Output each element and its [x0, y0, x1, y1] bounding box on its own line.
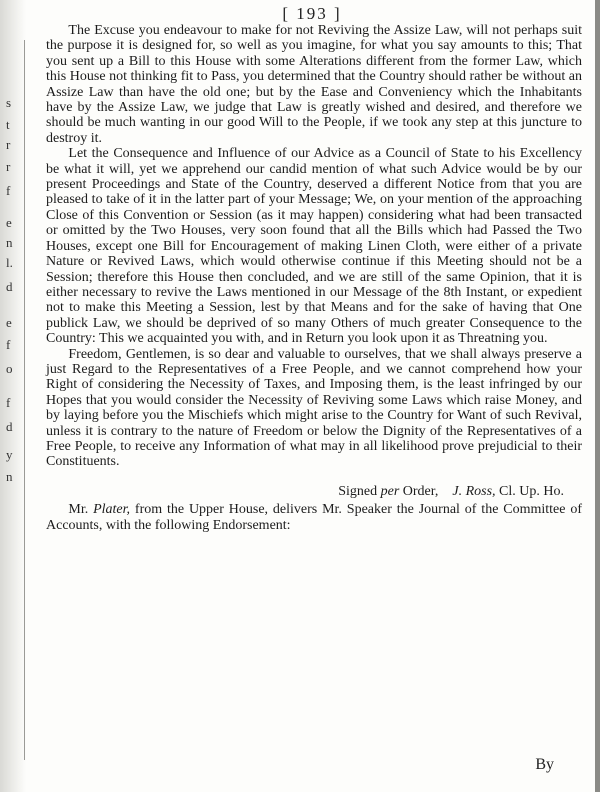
closing-mr: Mr.	[68, 502, 89, 518]
margin-fragment: d	[6, 279, 13, 294]
margin-fragment: n	[6, 235, 13, 250]
closing-paragraph	[46, 502, 582, 533]
gutter-edge-line	[24, 40, 25, 760]
margin-fragment: n	[6, 469, 13, 484]
margin-fragment: r	[6, 137, 11, 152]
margin-fragment: l.	[6, 255, 13, 270]
signatory-title: Cl. Up. Ho.	[499, 483, 564, 499]
closing-plater: Plater,	[93, 502, 131, 518]
margin-fragment: e	[6, 315, 12, 330]
margin-fragment: f	[6, 337, 11, 352]
order-word: Order,	[402, 483, 439, 499]
right-page-edge	[595, 0, 600, 792]
margin-fragment: e	[6, 215, 12, 230]
paragraph-freedom: Freedom, Gentlemen, is so dear and valuable to ourselves, that we shall always preserve a just Regard to the Representatives of a Free People, and we cannot comprehend how your Right of considering the Necessity of Taxes, and Imposing them, is the least infringed by our Hopes that you would consider the Necessity of Reviving some Laws which raise Money, and by laying before you the Mischiefs which might arise to the Country for Want of such Revival, unless it is contrary to the nature of Freedom or below the Dignity of the Representatives of a Free People, to receive any Information of what may in all likelihood prove prejudicial to their Constituents.	[46, 346, 582, 470]
margin-fragment: s	[6, 95, 12, 110]
margin-fragment: y	[6, 447, 13, 462]
margin-fragment: d	[6, 419, 13, 434]
margin-fragment: f	[6, 183, 11, 198]
document-body	[46, 23, 582, 533]
closing-rest: from the Upper House, delivers Mr. Speaker the Journal of the Committee of Accounts, with the following Endorsement:	[46, 502, 582, 533]
margin-fragment: r	[6, 159, 11, 174]
paragraph-assize-law: The Excuse you endeavour to make for not Reviving the Assize Law, will not perhaps suit the purpose it is designed for, so well as you imagine, for what you say amounts to this; That you sent up a Bill to this House with some Alterations different from the former Law, which this House not thinking fit to Pass, you determined that the Country should rather be without an Assize Law than have the old one; but by the Ease and Conveniency which the Inhabitants have by the Assize Law, we judge that Law is greatly wished and desired, and therefore we should be much wanting in our good Will to the People, if we took any step at this juncture to destroy it.	[46, 23, 582, 146]
margin-fragment: f	[6, 395, 11, 410]
signed-label: Signed	[338, 483, 378, 499]
margin-fragment: o	[6, 361, 13, 376]
per-word: per	[380, 483, 400, 499]
binding-gutter	[0, 0, 26, 792]
page-number-header: [ 193 ]	[282, 4, 342, 23]
catchword: By	[535, 756, 554, 773]
margin-fragment: t	[6, 117, 10, 132]
paragraph-council-of-state: Let the Consequence and Influence of our Advice as a Council of State to his Excellency be what it will, yet we apprehend our candid mention of what such Advice would be by our present Proceedings and State of the Country, deserved a different Notice from that you are pleased to take of it in the latter part of your Message; We, on your mention of the approaching Close of this Convention or Session (as it may happen) considering what had been transacted or omitted by the Two Houses, very soon found that all the Bills which had Passed the Two Houses, except one Bill for Encouragement of making Linen Cloth, were either of a private Nature or Revived Laws, which would otherwise continue if this Meeting should not be a Session; therefore this House then concluded, and we are still of the same Opinion, that it is either necessary to revive the Laws mentioned in our Message of the 8th Instant, or expedient not to make this Meeting a Session, lest by that Means and for the sake of having that One publick Law, we should be deprived of so many Others of much greater Consequence to the Country: This we acquainted you with, and in Return you look upon it as Threatning you.	[46, 146, 582, 347]
signature-line	[46, 484, 582, 499]
signatory-name: J. Ross,	[452, 483, 496, 499]
